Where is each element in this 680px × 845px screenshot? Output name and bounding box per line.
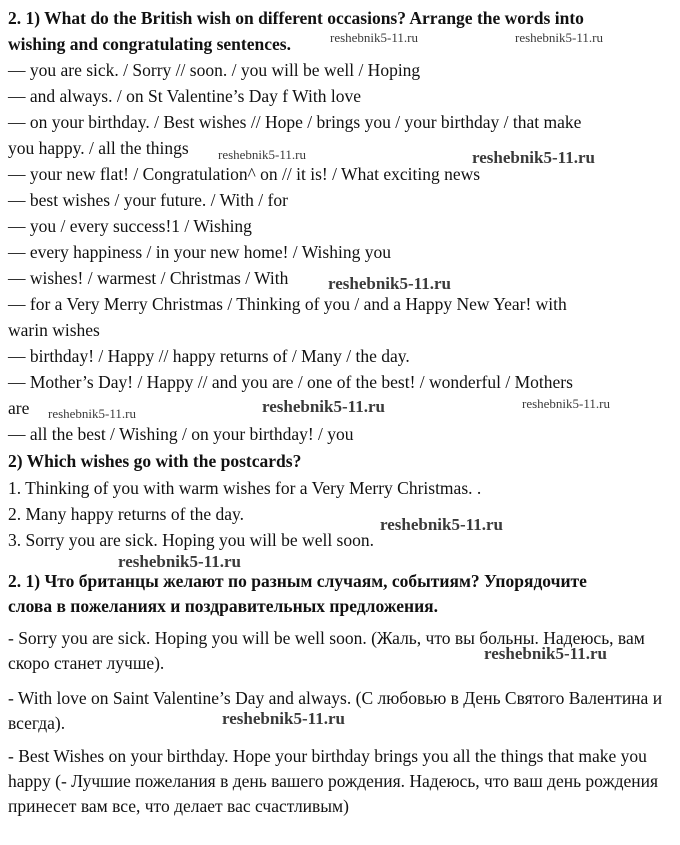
answer-paragraph: - With love on Saint Valentine’s Day and always. (С любовью в День Святого Валентина и всегда). [8,688,663,733]
list-item: — you are sick. / Sorry // soon. / you will be well / Hoping [8,60,421,80]
watermark: reshebnik5-11.ru [118,552,241,571]
list-item: — Mother’s Day! / Happy // and you are / one of the best! / wonderful / Mothers [8,372,573,392]
list-item: — and always. / on St Valentine’s Day f With love [8,86,361,106]
list-item: — for a Very Merry Christmas / Thinking of you / and a Happy New Year! with [8,294,567,314]
watermark: reshebnik5-11.ru [380,515,503,534]
list-item: — you / every success!1 / Wishing [8,216,252,236]
list-item: — birthday! / Happy // happy returns of / Many / the day. [8,346,410,366]
watermark: reshebnik5-11.ru [262,397,385,416]
watermark: reshebnik5-11.ru [218,147,306,162]
russian-heading-line-1: 2. 1) Что британцы желают по разным случаям, событиям? Упорядочите [8,571,587,591]
list-item-continuation: warin wishes [8,320,100,340]
list-item-continuation: are [8,398,30,418]
watermark: reshebnik5-11.ru [330,30,418,45]
answer-paragraph: - Best Wishes on your birthday. Hope your birthday brings you all the things that make you happy (- Лучшие пожелания в день вашего рождения. Надеюсь, что ваш день рождения принесет вам все, что делает вас счастливым) [8,746,659,816]
answer-paragraph: - Sorry you are sick. Hoping you will be well soon. (Жаль, что вы больны. Надеюсь, вам скоро станет лучше). [8,628,645,673]
list-item: — every happiness / in your new home! / Wishing you [8,242,391,262]
russian-heading-line-2: слова в пожеланиях и поздравительных предложения. [8,596,439,616]
postcards-heading: 2) Which wishes go with the postcards? [8,451,302,471]
watermark: reshebnik5-11.ru [484,644,607,663]
list-item: — on your birthday. / Best wishes // Hope / brings you / your birthday / that make [8,112,582,132]
watermark: reshebnik5-11.ru [48,406,136,421]
answer-item: 3. Sorry you are sick. Hoping you will be well soon. [8,530,374,550]
answer-item: 1. Thinking of you with warm wishes for a Very Merry Christmas. . [8,478,482,498]
watermark: reshebnik5-11.ru [222,709,345,728]
list-item: — best wishes / your future. / With / for [8,190,288,210]
list-item: — wishes! / warmest / Christmas / With [8,268,289,288]
list-item: — your new flat! / Congratulation^ on // it is! / What exciting news [8,164,481,184]
list-item: — all the best / Wishing / on your birthday! / you [8,424,354,444]
task-heading-line-2: wishing and congratulating sentences. [8,34,291,54]
watermark: reshebnik5-11.ru [472,148,595,167]
watermark: reshebnik5-11.ru [522,396,610,411]
answer-item: 2. Many happy returns of the day. [8,504,245,524]
task-heading-line-1: 2. 1) What do the British wish on different occasions? Arrange the words into [8,8,584,28]
watermark: reshebnik5-11.ru [328,274,451,293]
watermark: reshebnik5-11.ru [515,30,603,45]
list-item-continuation: you happy. / all the things [8,138,189,158]
